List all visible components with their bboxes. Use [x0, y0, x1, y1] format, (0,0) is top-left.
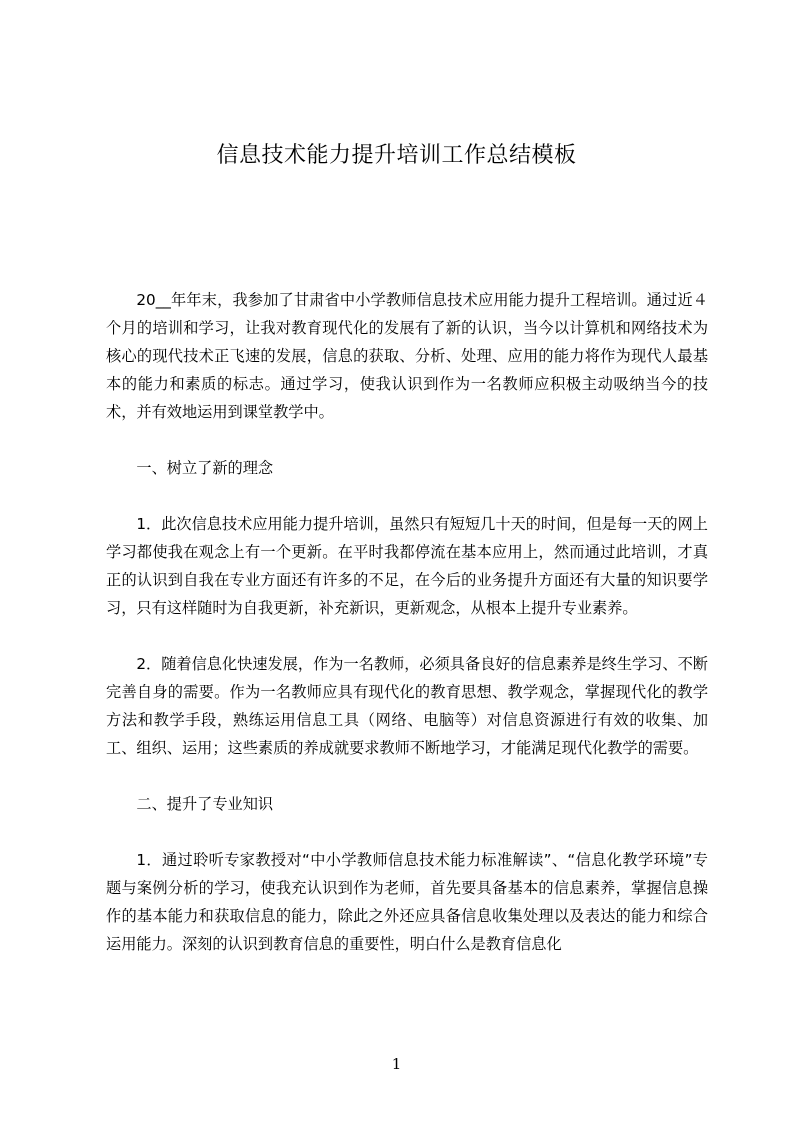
- section2-item1-paragraph: 1．通过聆听专家教授对“中小学教师信息技术能力标准解读”、“信息化教学环境”专题与案例分析的学习，使我充认识到作为老师，首先要具备基本的信息素养，掌握信息操作的基本能力和获取信息的能力，除此之外还应具备信息收集处理以及表达的能力和综合运用能力。深刻的认识到教育信息的重要性，明白什么是教育信息化: [106, 851, 708, 953]
- document-body: [106, 286, 708, 958]
- paragraph-gap: [106, 482, 708, 510]
- page-number: 1: [391, 1055, 402, 1073]
- intro-paragraph: 20__年年末，我参加了甘肃省中小学教师信息技术应用能力提升工程培训。通过近４个月的培训和学习，让我对教育现代化的发展有了新的认识，当今以计算机和网络技术为核心的现代技术正飞速的发展，信息的获取、分析、处理、应用的能力将作为现代人最基本的能力和素质的标志。通过学习，使我认识到作为一名教师应积极主动吸纳当今的技术，并有效地运用到课堂教学中。: [106, 291, 708, 421]
- section1-item2-paragraph: 2．随着信息化快速发展，作为一名教师，必须具备良好的信息素养是终生学习、不断完善自身的需要。作为一名教师应具有现代化的教育思想、教学观念，掌握现代化的教学方法和教学手段，熟练运用信息工具（网络、电脑等）对信息资源进行有效的收集、加工、组织、运用；这些素质的养成就要求教师不断地学习，才能满足现代化教学的需要。: [106, 655, 708, 757]
- paragraph-gap: [106, 762, 708, 790]
- section-heading-1: 一、树立了新的理念: [136, 459, 274, 477]
- section-heading-2: 二、提升了专业知识: [136, 795, 274, 813]
- section1-item1-paragraph: 1．此次信息技术应用能力提升培训，虽然只有短短几十天的时间，但是每一天的网上学习都使我在观念上有一个更新。在平时我都停流在基本应用上，然而通过此培训，才真正的认识到自我在专业方面还有许多的不足，在今后的业务提升方面还有大量的知识要学习，只有这样随时为自我更新，补充新识，更新观念，从根本上提升专业素养。: [106, 515, 708, 617]
- paragraph-gap: [106, 818, 708, 846]
- paragraph-gap: [106, 426, 708, 454]
- document-title: 信息技术能力提升培训工作总结模板: [216, 143, 577, 168]
- paragraph-gap: [106, 622, 708, 650]
